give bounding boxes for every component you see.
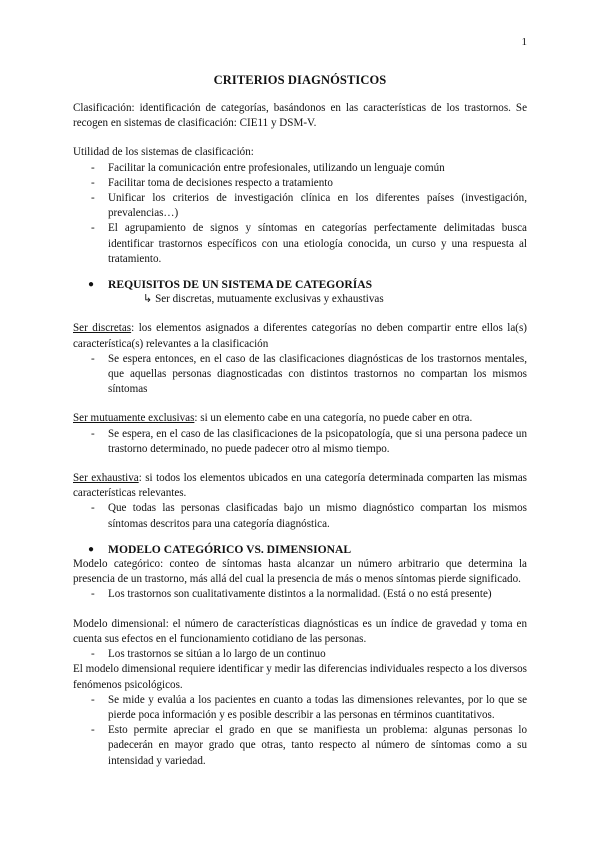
section-heading-requisitos bbox=[73, 277, 527, 292]
list-item: - Los trastornos son cualitativamente distintos a la normalidad. (Está o no está presente) bbox=[73, 587, 527, 602]
list-item: - Que todas las personas clasificadas bajo un mismo diagnóstico compartan los mismos síntomas descritos para una categoría diagnóstica. bbox=[73, 501, 527, 531]
discretas-paragraph bbox=[73, 321, 527, 351]
dimensional-extra-paragraph: El modelo dimensional requiere identificar y medir las diferencias individuales respecto a los diversos fenómenos psicológicos. bbox=[73, 663, 527, 691]
list-item: - Se espera, en el caso de las clasificaciones de la psicopatología, que si una persona padece un trastorno determinado, no puede padecer otro al mismo tiempo. bbox=[73, 427, 527, 457]
discretas-text: : los elementos asignados a diferentes categorías no deben compartir entre ellos la(s) característica(s) relevantes a la clasificación bbox=[73, 322, 527, 350]
list-item: - Esto permite apreciar el grado en que se manifiesta un problema: algunas personas lo padecerán en mayor grado que otras, tanto respecto al número de síntomas como a su intensidad y variedad. bbox=[73, 723, 527, 769]
document-body bbox=[73, 101, 527, 769]
exhaustiva-text: : si todos los elementos ubicados en una categoría determinada comparten las mismas características relevantes. bbox=[73, 472, 527, 500]
categorico-list bbox=[73, 587, 527, 602]
list-item: - Los trastornos se sitúan a lo largo de un continuo bbox=[73, 647, 527, 662]
section-heading-modelo bbox=[73, 542, 527, 557]
discretas-list bbox=[73, 352, 527, 398]
section-heading-text: MODELO CATEGÓRICO VS. DIMENSIONAL bbox=[108, 542, 352, 556]
exhaustiva-paragraph bbox=[73, 471, 527, 501]
exhaustiva-list bbox=[73, 501, 527, 531]
utilidad-heading: Utilidad de los sistemas de clasificación: bbox=[73, 146, 254, 159]
section-heading-text: REQUISITOS DE UN SISTEMA DE CATEGORÍAS bbox=[108, 278, 373, 292]
page-title: CRITERIOS DIAGNÓSTICOS bbox=[213, 73, 387, 87]
exclusivas-paragraph bbox=[73, 411, 527, 426]
page-number: 1 bbox=[521, 36, 527, 48]
dimensional-extra-list bbox=[73, 693, 527, 769]
bullet-icon: ● bbox=[88, 543, 95, 555]
list-item: - Unificar los criterios de investigación clínica en los diferentes países (investigación, prevalencias…) bbox=[73, 191, 527, 221]
exclusivas-term: Ser mutuamente exclusivas bbox=[73, 412, 195, 425]
exclusivas-list bbox=[73, 427, 527, 457]
list-item: - Facilitar la comunicación entre profesionales, utilizando un lenguaje común bbox=[73, 161, 527, 176]
list-item: - El agrupamiento de signos y síntomas en categorías perfectamente delimitadas busca identificar trastornos específicos con una etiología conocida, un curso y una respuesta al tratamiento. bbox=[73, 221, 527, 267]
dimensional-paragraph: Modelo dimensional: el número de características diagnósticas es un índice de gravedad y toma en cuenta sus efectos en el funcionamiento cotidiano de las personas. bbox=[73, 617, 527, 645]
categorico-paragraph: Modelo categórico: conteo de síntomas hasta alcanzar un número arbitrario que determina la presencia de un trastorno, más allá del cual la presencia de más o menos síntomas pierde significado. bbox=[73, 558, 527, 586]
bullet-icon: ● bbox=[88, 279, 95, 291]
list-item: - Se mide y evalúa a los pacientes en cuanto a todas las dimensiones relevantes, por lo que se pierde poca información y es posible describir a las personas en términos cuantitativos. bbox=[73, 693, 527, 723]
intro-paragraph: Clasificación: identificación de categorías, basándonos en las características de los trastornos. Se recogen en sistemas de clasificación: CIE11 y DSM-V. bbox=[73, 102, 527, 130]
exhaustiva-term: Ser exhaustiva bbox=[73, 472, 139, 485]
list-item: - Se espera entonces, en el caso de las clasificaciones diagnósticas de los trastornos mentales, que aquellas personas diagnosticadas con distintos trastornos no compartan los mismos síntomas bbox=[73, 352, 527, 398]
exclusivas-text: : si un elemento cabe en una categoría, no puede caber en otra. bbox=[194, 412, 473, 425]
list-item: - Facilitar toma de decisiones respecto a tratamiento bbox=[73, 176, 527, 191]
dimensional-list bbox=[73, 647, 527, 662]
discretas-term: Ser discretas bbox=[73, 322, 132, 335]
utilidad-list bbox=[73, 161, 527, 267]
requisitos-subline: ↳ Ser discretas, mutuamente exclusivas y exhaustivas bbox=[143, 293, 384, 306]
